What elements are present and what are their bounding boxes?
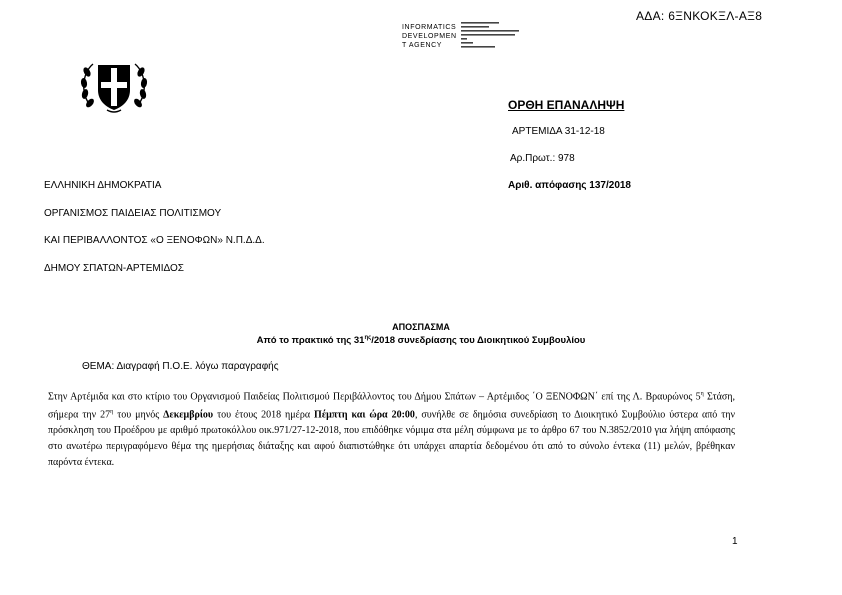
stamp-line: INFORMATICS <box>402 24 457 31</box>
body-text: Στην Αρτέμιδα και στο κτίριο του Οργανισμού Παιδείας Πολιτισμού Περιβάλλοντος του Δήμου Σπάτων – Αρτέμιδος ΄Ο ΞΕΝΟΦΩΝ΄ επί της Λ. Βραυρώνος 5 <box>48 391 701 403</box>
minutes-sup: ης <box>364 335 372 341</box>
page-number: 1 <box>732 536 738 547</box>
protocol-number: Αρ.Πρωτ.: 978 <box>510 153 575 164</box>
body-paragraph <box>48 387 735 471</box>
issuer-line: ΚΑΙ ΠΕΡΙΒΑΛΛΟΝΤΟΣ «Ο ΞΕΝΟΦΩΝ» Ν.Π.Δ.Δ. <box>44 235 265 246</box>
stamp-line: DEVELOPMEN <box>402 33 457 40</box>
minutes-reference <box>0 335 842 346</box>
decision-number: Αριθ. απόφασης 137/2018 <box>508 180 631 191</box>
stamp-fine-print <box>461 21 521 56</box>
issuer-line: ΟΡΓΑΝΙΣΜΟΣ ΠΑΙΔΕΙΑΣ ΠΟΛΙΤΙΣΜΟΥ <box>44 208 222 219</box>
stamp-line: T AGENCY <box>402 42 443 49</box>
body-day-time: Πέμπτη και ώρα 20:00 <box>314 409 415 421</box>
issuer-line: ΕΛΛΗΝΙΚΗ ΔΗΜΟΚΡΑΤΙΑ <box>44 180 162 191</box>
corrected-reissue-heading: ΟΡΘΗ ΕΠΑΝΑΛΗΨΗ <box>508 98 625 112</box>
document-date: ΑΡΤΕΜΙΔΑ 31-12-18 <box>512 126 605 137</box>
excerpt-title: ΑΠΟΣΠΑΣΜΑ <box>392 322 450 332</box>
body-text: του έτους 2018 ημέρα <box>213 409 315 421</box>
body-sup: η <box>700 391 704 397</box>
body-sup: η <box>110 409 114 416</box>
body-text: του μηνός <box>113 409 164 421</box>
body-month: Δεκεμβρίου <box>163 409 214 421</box>
greek-coat-of-arms-icon <box>77 56 151 116</box>
issuer-line: ΔΗΜΟΥ ΣΠΑΤΩΝ-ΑΡΤΕΜΙΔΟΣ <box>44 263 184 274</box>
stamp-fine-lines <box>461 21 521 55</box>
minutes-pre: Από το πρακτικό της 31 <box>256 335 365 347</box>
body-text: , συνήλθε σε δημόσια συνεδρίαση το Διοικητικό Συμβούλιο ύστερα από την πρόσκληση του Προέδρου με αριθμό πρωτοκόλλου οικ.971/27-12-2018, που επιδόθηκε νόμιμα στα μέλη σύμφωνα με το άρθρο 67 του Ν.3852/2010 για λήψη απόφασης στο ανωτέρω περιγραφόμενο θέμα της ημερήσιας διάταξης και αφού διαπιστώθηκε ότι υπάρχει απαρτία δεδομένου ότι από το σύνολο έντεκα (11) μελών, βρέθηκαν παρόντα έντεκα. <box>48 409 735 468</box>
ada-code: ΑΔΑ: 6ΞΝΚΟΚΞΛ-ΑΞ8 <box>636 9 763 23</box>
digital-signature-stamp <box>402 23 457 50</box>
subject-line: ΘΕΜΑ: Διαγραφή Π.Ο.Ε. λόγω παραγραφής <box>82 361 279 372</box>
minutes-post: /2018 συνεδρίασης του Διοικητικού Συμβουλίου <box>371 335 586 347</box>
body-text: Στάση, σήμερα την 27 <box>48 391 735 421</box>
